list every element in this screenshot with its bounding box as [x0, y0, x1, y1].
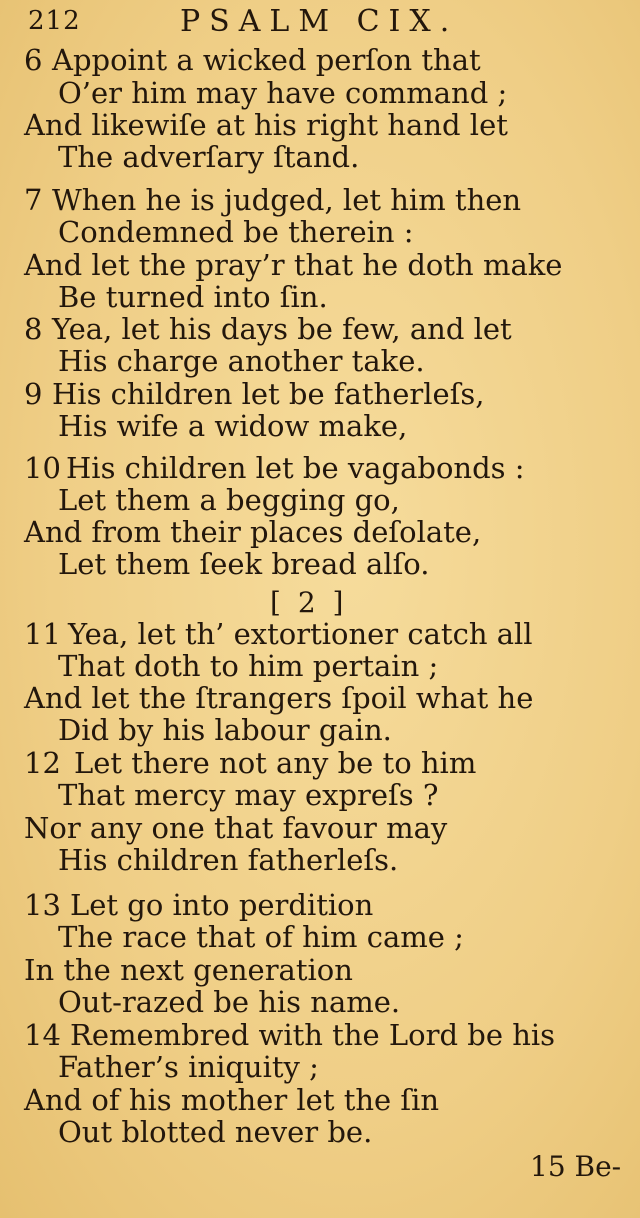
verse-line: His children fatherleſs.	[58, 843, 399, 877]
part-marker: [ 2 ]	[270, 586, 348, 619]
page-number: 212	[28, 6, 81, 36]
verse-text: Let go into perdition	[70, 888, 374, 922]
verse-line: Did by his labour gain.	[58, 713, 392, 747]
verse-number: 10	[24, 451, 61, 485]
verse-line: In the next generation	[24, 953, 353, 987]
verse-line: Out blotted never be.	[58, 1115, 373, 1149]
verse-line: His wife a widow make,	[58, 409, 408, 443]
verse-text: When he is judged, let him then	[52, 183, 522, 217]
verse-number: 7	[24, 183, 43, 217]
verse-line	[24, 889, 373, 921]
verse-number: 6	[24, 43, 43, 77]
verse-text: Yea, let th’ extortioner catch all	[68, 617, 533, 651]
verse-line: O’er him may have command ;	[58, 76, 508, 110]
verse-number: 8	[24, 312, 43, 346]
verse-line: His charge another take.	[58, 344, 425, 378]
catchword: 15 Be-	[530, 1150, 622, 1183]
verse-line: And from their places deſolate,	[24, 515, 482, 549]
verse-line	[24, 618, 533, 650]
verse-line	[24, 1019, 555, 1051]
verse-number: 11	[24, 617, 61, 651]
verse-line: And let the pray’r that he doth make	[24, 248, 563, 282]
verse-text: His children let be fatherleſs,	[52, 377, 485, 411]
verse-line: Let them a begging go,	[58, 483, 400, 517]
verse-line: Father’s iniquity ;	[58, 1050, 319, 1084]
verse-line: That mercy may expreſs ?	[58, 778, 439, 812]
verse-line: The adverſary ſtand.	[58, 140, 360, 174]
verse-text: Let there not any be to him	[74, 746, 477, 780]
verse-line: Nor any one that favour may	[24, 811, 448, 845]
running-title: PSALM CIX.	[180, 4, 459, 39]
verse-line: And of his mother let the ſin	[24, 1083, 440, 1117]
verse-line: The race that of him came ;	[58, 920, 464, 954]
verse-line: And let the ſtrangers ſpoil what he	[24, 681, 534, 715]
verse-number: 12	[24, 746, 61, 780]
verse-line	[24, 747, 476, 779]
verse-line	[24, 184, 521, 216]
verse-line: Out-razed be his name.	[58, 985, 401, 1019]
verse-line: Let them ſeek bread alſo.	[58, 547, 430, 581]
verse-text: His children let be vagabonds :	[66, 451, 525, 485]
verse-text: Remembred with the Lord be his	[70, 1018, 556, 1052]
verse-line	[24, 44, 481, 76]
verse-line: That doth to him pertain ;	[58, 649, 439, 683]
verse-line: And likewiſe at his right hand let	[24, 108, 508, 142]
verse-line: Be turned into ſin.	[58, 280, 328, 314]
verse-line	[24, 452, 525, 484]
page-header	[22, 4, 622, 40]
verse-number: 13	[24, 888, 61, 922]
verse-line	[24, 313, 512, 345]
verse-text: Appoint a wicked perſon that	[52, 43, 481, 77]
verse-text: Yea, let his days be few, and let	[52, 312, 512, 346]
verse-number: 14	[24, 1018, 61, 1052]
verse-line	[24, 378, 485, 410]
verse-number: 9	[24, 377, 43, 411]
verse-line: Condemned be therein :	[58, 215, 414, 249]
